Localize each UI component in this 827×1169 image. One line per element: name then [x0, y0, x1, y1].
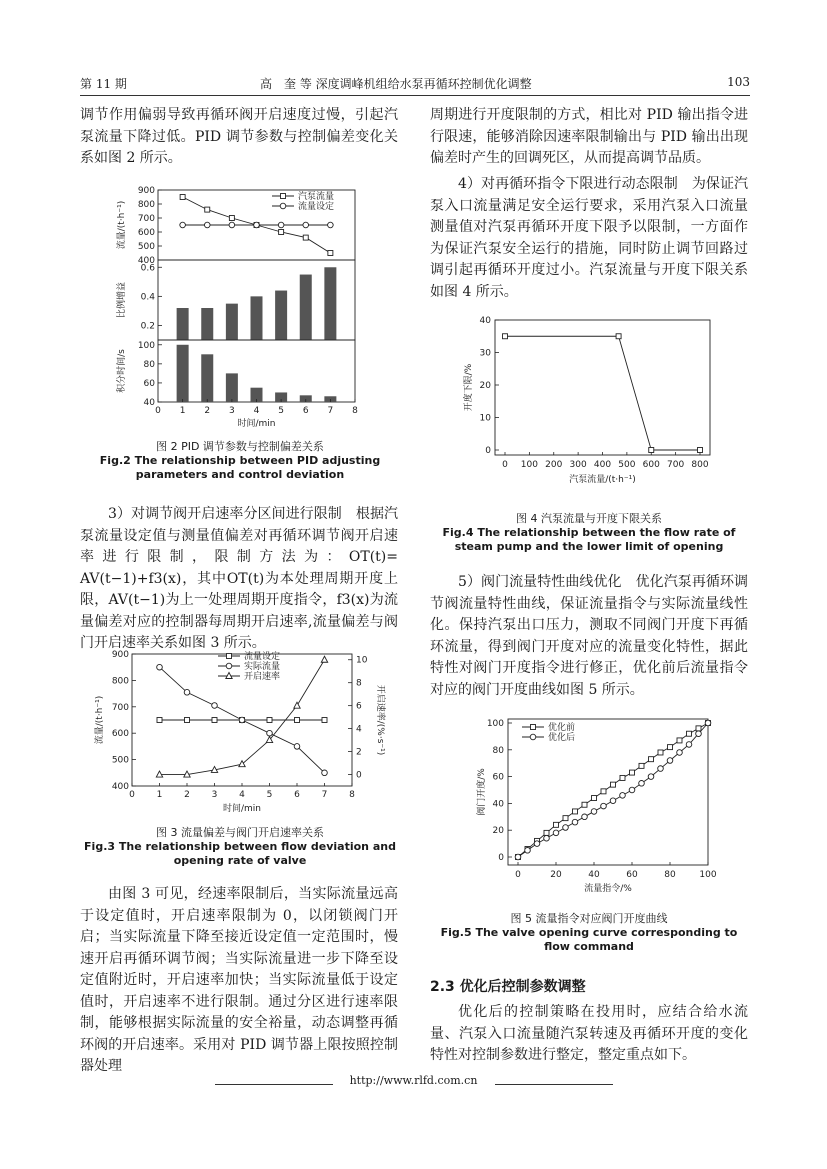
right-paragraph-3: 5）阀门流量特性曲线优化 优化汽泵再循环调节阀流量特性曲线，保证流量指令与实际流量线性化。保持汽泵出口压力，测取不同阀门开度下再循环流量，得到阀门开度对应的流量变化特性，据此特性对阀门开度指令进行修正，优化前后流量指令对应的阀门开度曲线如图 5 所示。	[430, 574, 748, 698]
fig3-xtick-label: 0	[129, 790, 135, 800]
fig3-xtick-label: 5	[266, 790, 273, 800]
fig4-chart	[455, 315, 725, 500]
fig2-xtick-label: 4	[253, 406, 260, 416]
fig4-limit-point	[698, 448, 703, 453]
fig3-series-1-point	[295, 718, 300, 723]
fig5-series-1-point	[696, 726, 701, 731]
fig5-ylabel: 阀门开度/%	[477, 768, 487, 816]
fig2-ytick-label: 800	[137, 200, 155, 210]
fig2-flow-point	[303, 235, 308, 240]
fig3-series-1-point	[185, 718, 190, 723]
fig2-xtick-label: 7	[327, 406, 334, 416]
fig5-series-2-point	[591, 809, 597, 815]
fig5-xtick-label: 100	[699, 870, 717, 880]
fig5-series-2-point	[525, 848, 531, 854]
fig4-xtick-label: 200	[545, 460, 563, 470]
footer-rule-right	[495, 1084, 613, 1085]
fig2-ytick-label: 40	[143, 398, 155, 408]
fig2-bar	[201, 308, 213, 340]
fig3-series-2-point	[212, 703, 218, 709]
fig5-series-2-point	[677, 750, 683, 756]
fig2-xtick-label: 3	[229, 406, 235, 416]
fig2-caption-en: Fig.2 The relationship between PID adjusting parameters and control deviation	[99, 454, 381, 481]
fig3-xtick-label: 4	[239, 790, 245, 800]
fig2-flow-point	[279, 230, 284, 235]
fig3-xtick-label: 3	[211, 790, 218, 800]
fig5-series-1-point	[563, 816, 568, 821]
fig2-ytick-label: 80	[143, 359, 155, 370]
fig5-series-1-point	[582, 802, 587, 807]
fig5-series-2-point	[686, 742, 692, 748]
issue-number: 第 11 期	[80, 77, 127, 91]
fig2-bar	[324, 267, 336, 340]
fig5-series-2-point	[629, 787, 635, 793]
fig5-series-1-point	[630, 770, 635, 775]
section-heading: 2.3 优化后控制参数调整	[430, 979, 586, 995]
fig2-ytick-label: 600	[137, 228, 155, 238]
fig3-xtick-label: 2	[184, 790, 190, 800]
fig5-caption-cn: 图 5 流量指令对应阀门开度曲线	[510, 912, 668, 925]
fig2-xlabel: 时间/min	[237, 419, 276, 429]
fig2-bar	[201, 354, 213, 402]
fig5-series-1-point	[649, 757, 654, 762]
fig2-bar	[300, 275, 312, 340]
fig5-series-2-point	[601, 803, 607, 809]
fig2-ytick-label: 0.6	[140, 263, 155, 274]
fig5-legend-marker	[530, 734, 536, 740]
fig2-chart	[80, 180, 400, 430]
fig5-series-2-point	[515, 854, 521, 860]
fig3-series-2-point	[157, 664, 163, 670]
fig3-legend-marker	[226, 673, 232, 679]
fig3-series-3-point	[294, 702, 300, 708]
fig3-series-2-point	[322, 770, 328, 776]
fig5-xtick-label: 80	[664, 870, 676, 880]
fig5-series-2-point	[582, 814, 588, 820]
fig2-xtick-label: 5	[278, 406, 284, 416]
fig5-ytick-label: 40	[492, 799, 504, 810]
fig4-xtick-label: 300	[569, 460, 587, 470]
fig3-series-2-point	[294, 744, 300, 750]
fig2-setpoint-point	[328, 222, 334, 228]
left-paragraph-3: 由图 3 可见，经速率限制后，当实际流量远高于设定值时，开启速率限制为 0，以闭锁阀门开启；当实际流量下降至接近设定值一定范围时，慢速开启再循环调节阀；当实际流量进一步下降至设定值附近时，开启速率加快；当实际流量低于设定值时，开启速率不进行限制。通过分区进行速率限制，能够根据实际流量的安全裕量，动态调整再循环阀的开启速率。采用对 PID 调节器上限按照控制器处理	[80, 886, 398, 1074]
fig3-series-1-point	[157, 718, 162, 723]
fig3-legend-marker	[226, 663, 232, 669]
fig3-ytick2-label: 0	[356, 770, 362, 781]
fig5-series-1-point	[554, 822, 559, 827]
fig5-caption	[430, 912, 748, 954]
fig5-series-2-point	[553, 830, 559, 836]
fig4-frame	[495, 320, 710, 455]
fig2-legend-marker	[281, 194, 286, 199]
fig5-legend-label: 优化后	[548, 733, 576, 743]
fig3-series-1-point	[322, 718, 327, 723]
fig2-setpoint-point	[303, 222, 309, 228]
fig2-ylabel: 积分时间/s	[117, 349, 127, 393]
fig5-ytick-label: 0	[498, 853, 504, 863]
fig2-xtick-label: 8	[352, 406, 358, 416]
fig2-bar	[226, 304, 238, 340]
fig5-xtick-label: 40	[588, 870, 600, 880]
fig3-ytick2-label: 4	[356, 724, 362, 735]
fig2-xtick-label: 2	[204, 406, 211, 416]
fig5-series-2-point	[572, 819, 578, 825]
header-rule	[80, 95, 750, 96]
fig3-ytick-label: 900	[111, 650, 129, 660]
fig2-bar	[177, 308, 189, 340]
fig2-bar	[177, 345, 189, 402]
fig3-chart	[80, 648, 400, 818]
fig3-series-1-point	[212, 718, 217, 723]
fig2-ytick-label: 500	[137, 242, 155, 252]
fig5-series-2-point	[705, 720, 711, 726]
fig5-ytick-label: 20	[492, 826, 504, 837]
running-header	[80, 75, 750, 95]
fig5-series-1-point	[658, 750, 663, 755]
fig2-setpoint-point	[229, 222, 235, 228]
fig2-setpoint-point	[254, 222, 260, 228]
fig2-ytick-label: 100	[137, 340, 155, 351]
right-paragraph-1: 周期进行开度限制的方式，相比对 PID 输出指令进行限速，能够消除因速率限制输出与 PID 输出出现偏差时产生的回调死区，从而提高调节品质。	[430, 107, 748, 166]
fig4-xtick-label: 100	[520, 460, 538, 470]
fig3-xtick-label: 6	[294, 790, 300, 800]
footer-url: http://www.rlfd.com.cn	[349, 1074, 478, 1087]
fig5-series-1-point	[601, 789, 606, 794]
fig3-series-3-point	[156, 771, 162, 777]
fig2-bar	[275, 291, 287, 340]
fig5-legend-marker	[531, 725, 536, 730]
fig4-xlabel: 汽泵流量/(t·h⁻¹)	[569, 475, 636, 485]
fig2-xtick-label: 1	[179, 406, 186, 416]
fig2-flow-point	[180, 195, 185, 200]
page-number: 103	[727, 75, 750, 89]
fig3-caption-en: Fig.3 The relationship between flow deviation and opening rate of valve	[84, 840, 396, 867]
fig5-series-1-point	[687, 731, 692, 736]
fig3-xtick-label: 8	[349, 790, 355, 800]
fig2-setpoint-point	[204, 222, 210, 228]
fig2-setpoint-point	[278, 222, 284, 228]
fig4-xtick-label: 800	[691, 460, 709, 470]
fig5-series-2-point	[620, 793, 626, 799]
fig2-ylabel: 流量/(t·h⁻¹)	[117, 200, 127, 250]
fig3-series-3-point	[239, 761, 245, 767]
fig5-ytick-label: 100	[486, 719, 504, 729]
left-paragraph-1: 调节作用偏弱导致再循环阀开启速度过慢，引起汽泵流量下降过低。PID 调节参数与控制偏差变化关系如图 2 所示。	[80, 107, 398, 166]
fig4-limit-line	[505, 336, 700, 450]
fig5-ytick-label: 80	[492, 745, 504, 756]
fig5-series-2-point	[610, 798, 616, 804]
fig5-chart	[470, 715, 720, 900]
fig4-ytick-label: 40	[479, 316, 491, 326]
fig2-legend-marker	[280, 203, 286, 209]
fig5-xlabel: 流量指令/%	[584, 884, 632, 894]
fig2-ytick-label: 400	[137, 256, 155, 266]
fig3-ytick2-label: 8	[356, 678, 362, 689]
fig5-series-2-point	[667, 758, 673, 764]
fig3-caption-cn: 图 3 流量偏差与阀门开启速率关系	[156, 826, 324, 839]
fig4-limit-point	[503, 334, 508, 339]
fig2-ytick-label: 60	[143, 378, 155, 389]
fig3-caption	[80, 826, 400, 868]
fig2-caption	[80, 440, 400, 482]
fig3-series-2-point	[239, 717, 245, 723]
fig2-bar	[251, 296, 263, 340]
fig2-legend-label: 汽泵流量	[298, 192, 335, 202]
fig3-ytick-label: 400	[111, 782, 129, 792]
fig4-ytick-label: 30	[479, 348, 491, 359]
fig4-xtick-label: 600	[642, 460, 660, 470]
fig4-xtick-label: 500	[618, 460, 636, 470]
fig5-series-2-point	[534, 841, 540, 847]
fig2-ytick-label: 0.2	[140, 321, 155, 332]
fig4-caption	[430, 512, 748, 554]
fig3-ylabel2: 开启速率/(%·s⁻¹)	[375, 684, 385, 756]
fig3-legend-label: 流量设定	[244, 652, 281, 662]
fig3-ytick-label: 600	[111, 729, 129, 740]
fig3-ytick2-label: 2	[356, 747, 362, 758]
fig3-legend-label: 实际流量	[244, 662, 281, 672]
fig2-setpoint-point	[180, 222, 186, 228]
fig3-series-2-point	[267, 730, 273, 736]
fig3-series-2-point	[184, 689, 190, 695]
fig4-limit-point	[649, 448, 654, 453]
fig2-ytick-label: 0.4	[140, 292, 155, 303]
right-paragraph-2: 4）对再循环指令下限进行动态限制 为保证汽泵入口流量满足安全运行要求，采用汽泵入口流量测量值对汽泵再循环开度下限予以限制，一方面作为保证汽泵安全运行的措施，同时防止调节回路过调引起再循环开度过小。汽泵流量与开度下限关系如图 4 所示。	[430, 176, 748, 300]
fig5-series-2-point	[648, 774, 654, 780]
fig4-caption-en: Fig.4 The relationship between the flow rate of steam pump and the lower limit of opening	[442, 526, 736, 553]
fig3-ytick-label: 700	[111, 702, 129, 713]
fig3-xlabel: 时间/min	[222, 804, 262, 814]
fig4-caption-cn: 图 4 汽泵流量与开度下限关系	[516, 512, 662, 525]
fig5-legend-label: 优化前	[548, 723, 576, 733]
fig2-ylabel: 比例增益	[117, 281, 127, 319]
fig2-bar	[226, 373, 238, 402]
fig2-flow-point	[229, 216, 234, 221]
fig3-xtick-label: 1	[156, 790, 163, 800]
fig2-flow-point	[205, 207, 210, 212]
fig5-series-1-point	[677, 738, 682, 743]
fig5-series-1-point	[639, 763, 644, 768]
fig5-xtick-label: 20	[550, 870, 562, 880]
fig5-series-1-point	[544, 830, 549, 835]
fig2-legend-label: 流量设定	[298, 202, 335, 212]
fig3-series-3-point	[321, 656, 327, 662]
fig5-series-1-point	[611, 782, 616, 787]
fig3-legend-label: 开启速率	[244, 672, 281, 682]
fig5-series-2-point	[696, 731, 702, 737]
left-paragraph-2: 3）对调节阀开启速率分区间进行限制 根据汽泵流量设定值与测量值偏差对再循环调节阀开启速率进行限制，限制方法为：OT(t)= AV(t−1)+f3(x)，其中OT(t)为本处理周期开度上限，AV(t−1)为上一处理周期开度指令，f3(x)为流量偏差对应的控制器每周期开启速率,流量偏差与阀门开启速率关系如图 3 所示。	[80, 506, 398, 651]
fig4-ylabel: 开度下限/%	[464, 363, 474, 412]
fig4-xtick-label: 700	[667, 460, 685, 470]
fig3-ylabel: 流量/(t·h⁻¹)	[95, 695, 105, 745]
fig3-ytick2-label: 6	[356, 701, 362, 712]
fig3-ytick-label: 500	[111, 755, 129, 766]
fig3-legend-marker	[227, 654, 232, 659]
fig5-series-2-point	[639, 781, 645, 787]
fig5-ytick-label: 60	[492, 772, 504, 783]
fig5-series-2-point	[563, 825, 569, 831]
fig5-series-2-point	[658, 766, 664, 772]
fig3-ytick2-label: 10	[356, 655, 368, 666]
fig4-ytick-label: 20	[479, 381, 491, 391]
fig5-xtick-label: 0	[515, 870, 521, 880]
fig2-xtick-label: 6	[302, 406, 309, 416]
fig5-series-1-point	[573, 809, 578, 814]
fig5-series-2-point	[544, 835, 550, 841]
fig4-xtick-label: 400	[593, 460, 612, 470]
fig2-xtick-label: 0	[155, 406, 161, 416]
fig5-series-1-point	[592, 796, 597, 801]
running-title: 高 奎 等 深度调峰机组给水泵再循环控制优化调整	[260, 77, 532, 91]
fig2-ytick-label: 900	[137, 186, 155, 196]
fig4-limit-point	[616, 334, 621, 339]
fig5-series-1-point	[620, 775, 625, 780]
fig2-ytick-label: 700	[137, 214, 155, 224]
fig5-xtick-label: 60	[626, 870, 638, 880]
fig3-xtick-label: 7	[321, 790, 328, 800]
fig5-series-1-point	[668, 745, 673, 750]
fig3-ytick-label: 800	[111, 676, 129, 687]
fig4-xtick-label: 0	[502, 460, 508, 470]
fig4-ytick-label: 0	[485, 446, 491, 456]
fig2-flow-point	[328, 251, 333, 256]
fig2-caption-cn: 图 2 PID 调节参数与控制偏差关系	[156, 440, 324, 453]
fig4-ytick-label: 10	[479, 413, 491, 424]
fig3-series-1-point	[267, 718, 272, 723]
fig5-caption-en: Fig.5 The valve opening curve corresponding to flow command	[440, 926, 738, 953]
right-paragraph-4: 优化后的控制策略在投用时，应结合给水流量、汽泵入口流量随汽泵转速及再循环开度的变化特性对控制参数进行整定，整定重点如下。	[430, 1004, 748, 1063]
